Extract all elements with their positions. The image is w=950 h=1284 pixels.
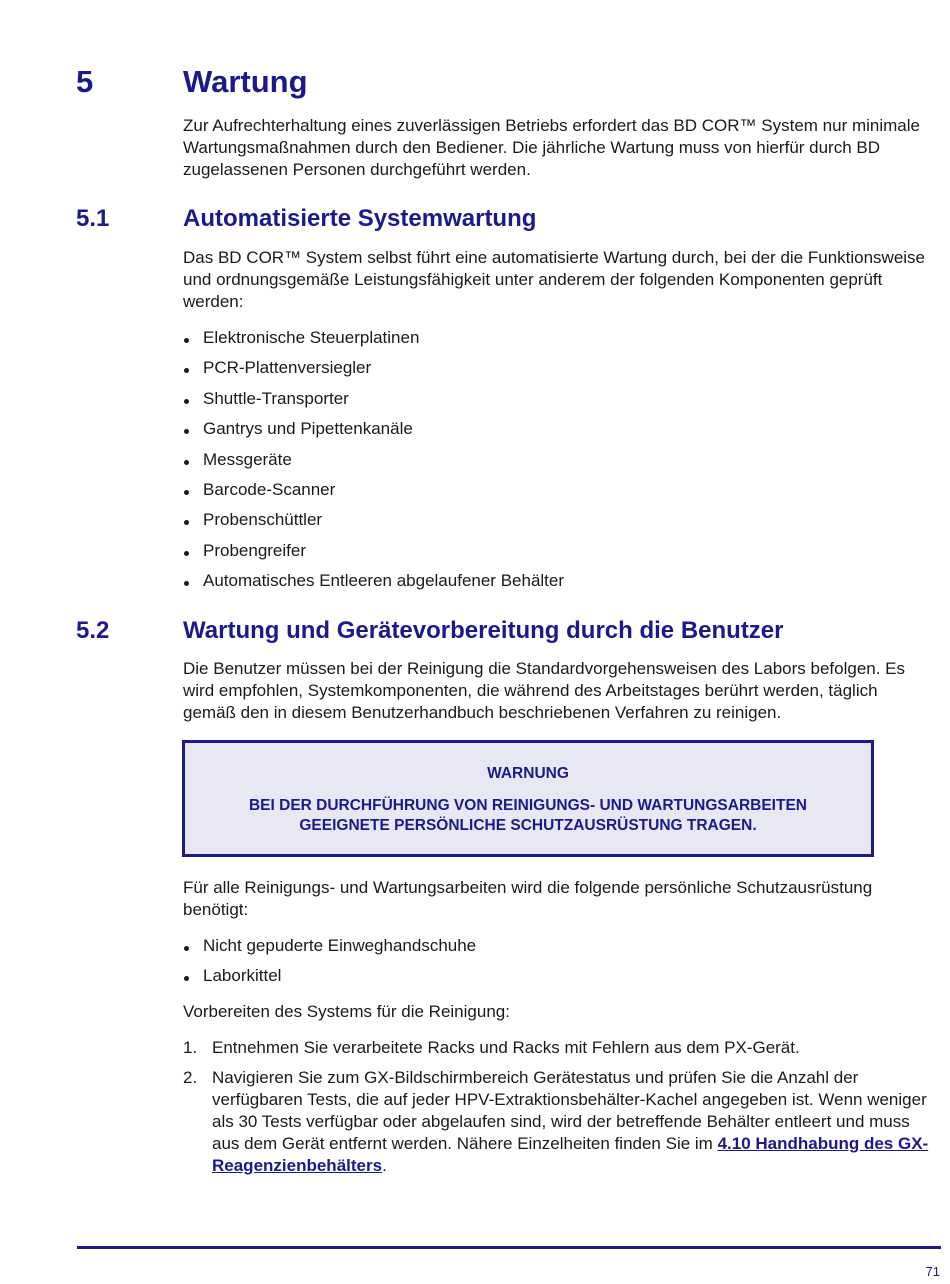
section-number: 5.2 [76,617,110,644]
step-text-end: . [382,1156,387,1175]
step-number: 2. [183,1068,198,1087]
ppe-list [183,935,476,996]
section-number: 5.1 [76,205,110,232]
section-5-2-paragraph: Die Benutzer müssen bei der Reinigung die Standardvorgehensweisen des Labors befolgen. Es wird empfohlen, Systemkomponenten, die während des Arbeitstages berührt werden, täglich gemäß den in diesem Benutzerhandbuch beschriebenen Verfahren zu reinigen. [183,659,906,722]
list-item: Gantrys und Pipettenkanäle [183,418,564,448]
component-list [183,327,564,601]
list-item: PCR-Plattenversiegler [183,357,564,387]
list-item: Shuttle-Transporter [183,388,564,418]
list-item: Nicht gepuderte Einweghandschuhe [183,935,476,965]
list-item: Elektronische Steuerplatinen [183,327,564,357]
section-5-1-paragraph: Das BD COR™ System selbst führt eine automatisierte Wartung durch, bei der die Funktionsweise und ordnungsgemäße Leistungsfähigkeit unter anderem der folgenden Komponenten geprüft werden: [183,248,926,311]
step-number: 1. [183,1038,198,1057]
section-title: Wartung und Gerätevorbereitung durch die Benutzer [183,617,784,644]
list-item: Messgeräte [183,449,564,479]
warning-title: WARNUNG [487,765,569,782]
step-text: Navigieren Sie zum GX-Bildschirmbereich Gerätestatus und prüfen Sie die Anzahl der verfügbaren Tests, die auf jeder HPV-Extraktionsbehälter-Kachel angegeben ist. Wenn weniger als 30 Tests verfügbar oder abgelaufen sind, wird der betreffende Behälter entleert und muss aus dem Gerät entfernt werden. Nähere Einzelheiten finden Sie im [212,1068,927,1153]
warning-box [182,740,874,857]
footer-rule [77,1246,941,1249]
list-item: Probengreifer [183,540,564,570]
warning-text: BEI DER DURCHFÜHRUNG VON REINIGUNGS- UND WARTUNGSARBEITEN GEEIGNETE PERSÖNLICHE SCHUTZAUSRÜSTUNG TRAGEN. [248,797,807,834]
chapter-number: 5 [76,64,94,99]
section-title: Automatisierte Systemwartung [183,205,537,232]
ppe-paragraph: Für alle Reinigungs- und Wartungsarbeiten wird die folgende persönliche Schutzausrüstung benötigt: [183,878,873,919]
chapter-title: Wartung [183,64,308,99]
list-item: Barcode-Scanner [183,479,564,509]
list-item: Probenschüttler [183,509,564,539]
prep-paragraph: Vorbereiten des Systems für die Reinigung: [183,1002,510,1021]
step-text: Entnehmen Sie verarbeitete Racks und Racks mit Fehlern aus dem PX-Gerät. [212,1038,800,1057]
step-item [183,1067,935,1177]
list-item: Automatisches Entleeren abgelaufener Behälter [183,570,564,600]
prep-steps [183,1037,935,1185]
intro-paragraph: Zur Aufrechterhaltung eines zuverlässigen Betriebs erfordert das BD COR™ System nur minimale Wartungsmaßnahmen durch den Bediener. Die jährliche Wartung muss von hierfür durch BD zugelassenen Personen durchgeführt werden. [183,116,920,179]
cross-reference-link[interactable]: 4.10 Handhabung des GX-Reagenzienbehälters [212,1134,929,1175]
page-number: 71 [925,1264,940,1279]
list-item: Laborkittel [183,965,476,995]
step-item [183,1037,935,1059]
